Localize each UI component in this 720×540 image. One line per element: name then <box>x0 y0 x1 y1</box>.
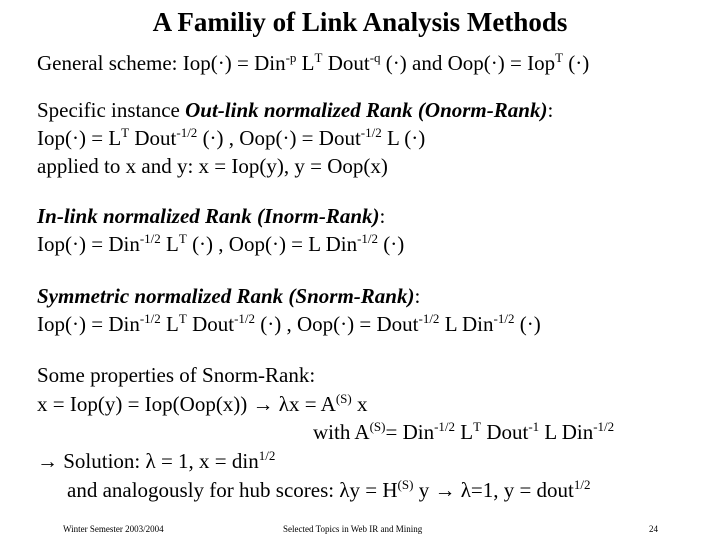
formula-sup: -1/2 <box>357 231 379 246</box>
snorm-colon: : <box>414 284 421 308</box>
props-line-5 <box>67 477 591 503</box>
props-sup: (S) <box>335 391 352 406</box>
footer-course: Selected Topics in Web IR and Mining <box>283 524 423 534</box>
general-text: General scheme: Iop(·) = Din <box>37 51 286 75</box>
general-sup: T <box>555 50 564 65</box>
general-text: Dout <box>322 51 370 75</box>
snorm-name: Symmetric normalized Rank (Snorm-Rank) <box>37 284 415 308</box>
props-text: = Din <box>385 420 435 444</box>
general-text: (·) and Oop(·) = Iop <box>380 51 556 75</box>
props-sup: 1/2 <box>573 477 591 492</box>
onorm-heading <box>37 97 553 123</box>
formula-text: (·) , Oop(·) = L Din <box>186 232 358 256</box>
props-text: → Solution: λ = 1, x = din <box>37 449 259 473</box>
props-text: x <box>351 392 368 416</box>
formula-text: Iop(·) = Din <box>37 312 140 336</box>
props-text: Dout <box>481 420 529 444</box>
props-sup: -1/2 <box>593 419 615 434</box>
formula-sup: -1/2 <box>176 125 198 140</box>
formula-sup: -1/2 <box>139 231 161 246</box>
formula-text: L <box>160 312 179 336</box>
props-sup: (S) <box>369 419 386 434</box>
general-sup: T <box>314 50 323 65</box>
props-text: L <box>455 420 474 444</box>
footer-page-number: 24 <box>649 524 658 534</box>
snorm-formula <box>37 311 541 337</box>
props-line-2 <box>37 391 367 417</box>
props-line-4 <box>37 448 275 474</box>
footer-semester: Winter Semester 2003/2004 <box>63 524 164 534</box>
formula-text: Dout <box>129 126 177 150</box>
general-scheme-line <box>37 50 589 76</box>
formula-sup: -1/2 <box>418 311 440 326</box>
formula-text: L (·) <box>381 126 426 150</box>
formula-text: (·) , Oop(·) = Dout <box>255 312 419 336</box>
props-text: and analogously for hub scores: λy = H <box>67 478 398 502</box>
general-text: L <box>296 51 315 75</box>
props-text: L Din <box>539 420 594 444</box>
props-sup: -1 <box>528 419 540 434</box>
props-sup: 1/2 <box>258 448 276 463</box>
formula-sup: T <box>121 125 130 140</box>
props-sup: -1/2 <box>434 419 456 434</box>
inorm-colon: : <box>379 204 386 228</box>
formula-text: L <box>160 232 179 256</box>
inorm-formula <box>37 231 404 257</box>
general-sup: -p <box>285 50 297 65</box>
props-heading: Some properties of Snorm-Rank: <box>37 363 316 387</box>
formula-text: L Din <box>439 312 494 336</box>
props-line-3 <box>313 419 614 445</box>
formula-text: Iop(·) = Din <box>37 232 140 256</box>
formula-sup: T <box>178 311 187 326</box>
formula-text: (·) , Oop(·) = Dout <box>197 126 361 150</box>
onorm-formula <box>37 125 425 151</box>
formula-text: Iop(·) = L <box>37 126 122 150</box>
formula-sup: -1/2 <box>139 311 161 326</box>
inorm-heading <box>37 203 385 229</box>
onorm-prefix: Specific instance <box>37 98 186 122</box>
onorm-colon: : <box>547 98 554 122</box>
general-sup: -q <box>369 50 381 65</box>
onorm-name: Out-link normalized Rank (Onorm-Rank) <box>185 98 548 122</box>
formula-text: (·) <box>514 312 541 336</box>
onorm-applied: applied to x and y: x = Iop(y), y = Oop(x) <box>37 154 388 178</box>
formula-text: Dout <box>186 312 235 336</box>
props-sup: T <box>473 419 482 434</box>
snorm-heading <box>37 283 420 309</box>
formula-sup: -1/2 <box>493 311 515 326</box>
props-sup: (S) <box>397 477 414 492</box>
general-text: (·) <box>563 51 590 75</box>
props-text: with A <box>313 420 370 444</box>
formula-sup: -1/2 <box>360 125 382 140</box>
inorm-name: In-link normalized Rank (Inorm-Rank) <box>37 204 380 228</box>
formula-sup: -1/2 <box>234 311 256 326</box>
formula-text: (·) <box>378 232 405 256</box>
props-text: y → λ=1, y = dout <box>413 478 574 502</box>
formula-sup: T <box>178 231 187 246</box>
slide-title: A Familiy of Link Analysis Methods <box>152 7 568 37</box>
props-text: x = Iop(y) = Iop(Oop(x)) → λx = A <box>37 392 336 416</box>
